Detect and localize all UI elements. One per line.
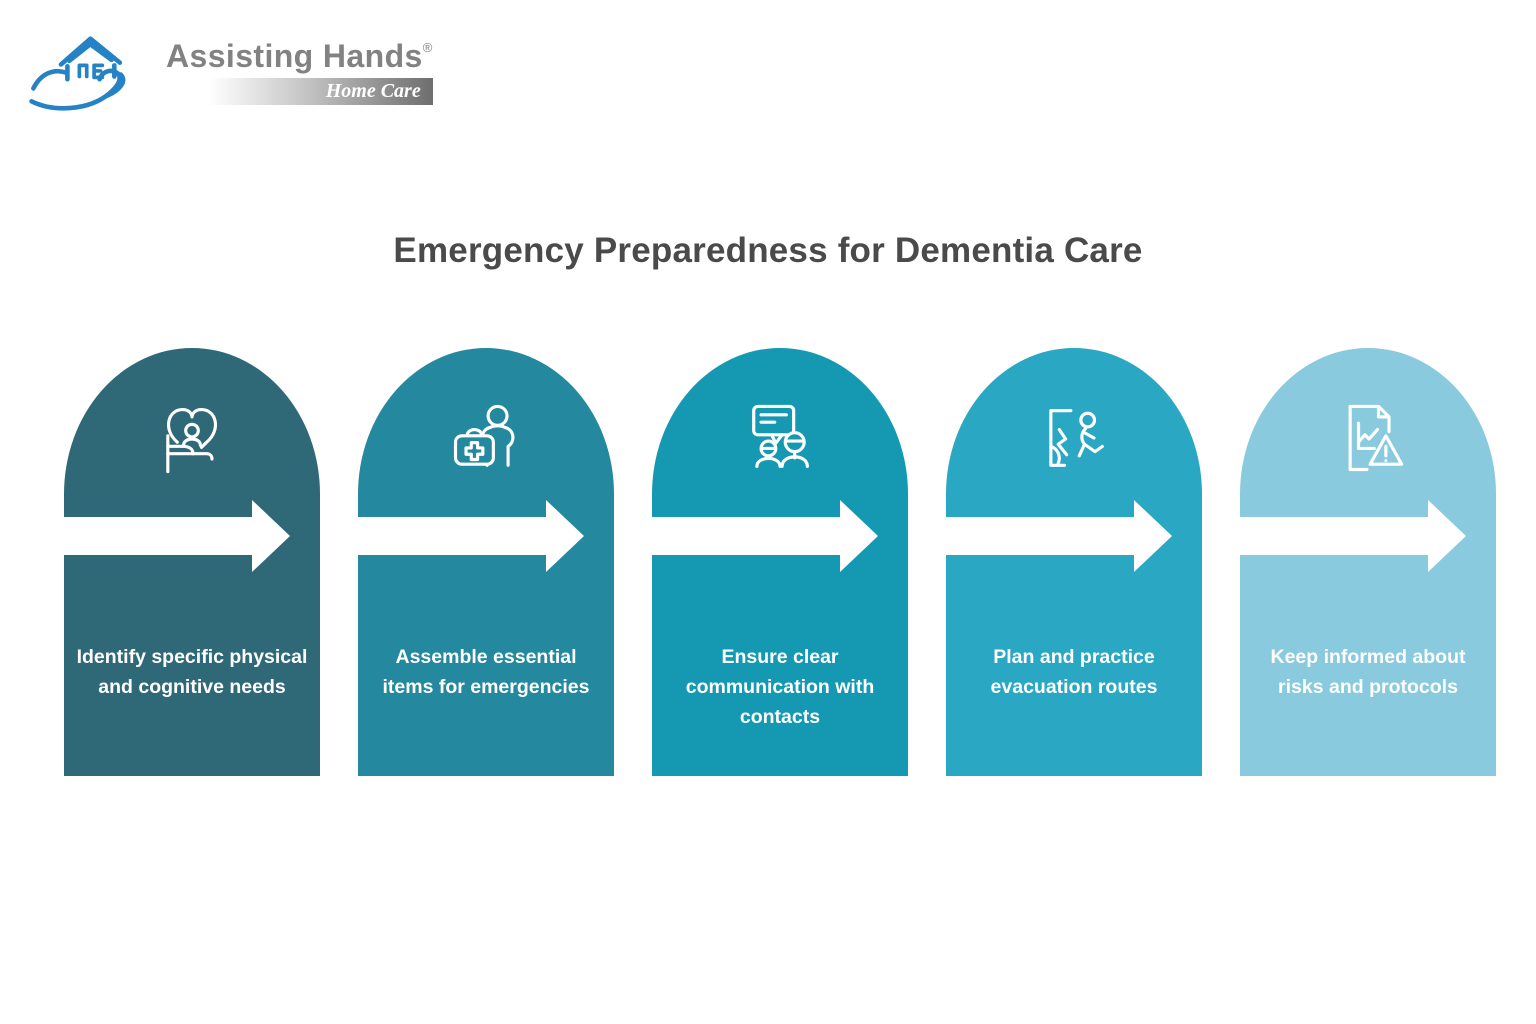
hand-house-logo-icon bbox=[24, 24, 166, 116]
logo-text bbox=[166, 24, 433, 105]
page-title: Emergency Preparedness for Dementia Care bbox=[393, 231, 1143, 270]
arrow-right-icon bbox=[358, 500, 584, 572]
brand-logo bbox=[24, 24, 433, 116]
arrow-right-icon bbox=[1240, 500, 1466, 572]
step-column-5 bbox=[1240, 348, 1496, 776]
step-label: Identify specific physical and cognitive needs bbox=[76, 646, 308, 699]
step-column-4 bbox=[946, 348, 1202, 776]
step-label: Ensure clear communication with contacts bbox=[685, 646, 875, 729]
arrow-right-icon bbox=[946, 500, 1172, 572]
step-column-1 bbox=[64, 348, 320, 776]
tagline-bar bbox=[209, 78, 433, 105]
step-label: Plan and practice evacuation routes bbox=[990, 646, 1158, 699]
first-aid-kit-person-icon bbox=[445, 398, 527, 480]
evacuation-door-runner-icon bbox=[1033, 398, 1115, 480]
registered-mark: ® bbox=[422, 40, 433, 55]
tagline-text: Home Care bbox=[325, 80, 421, 102]
step-column-2 bbox=[358, 348, 614, 776]
step-label: Assemble essential items for emergencies bbox=[382, 646, 590, 699]
brand-name bbox=[166, 38, 433, 75]
arrow-right-icon bbox=[64, 500, 290, 572]
brand-name-text: Assisting Hands bbox=[166, 38, 423, 74]
speech-bubble-people-icon bbox=[739, 398, 821, 480]
arrow-right-icon bbox=[652, 500, 878, 572]
step-column-3 bbox=[652, 348, 908, 776]
risk-report-warning-icon bbox=[1327, 398, 1409, 480]
step-label: Keep informed about risks and protocols bbox=[1270, 646, 1466, 699]
heart-patient-bed-icon bbox=[151, 398, 233, 480]
